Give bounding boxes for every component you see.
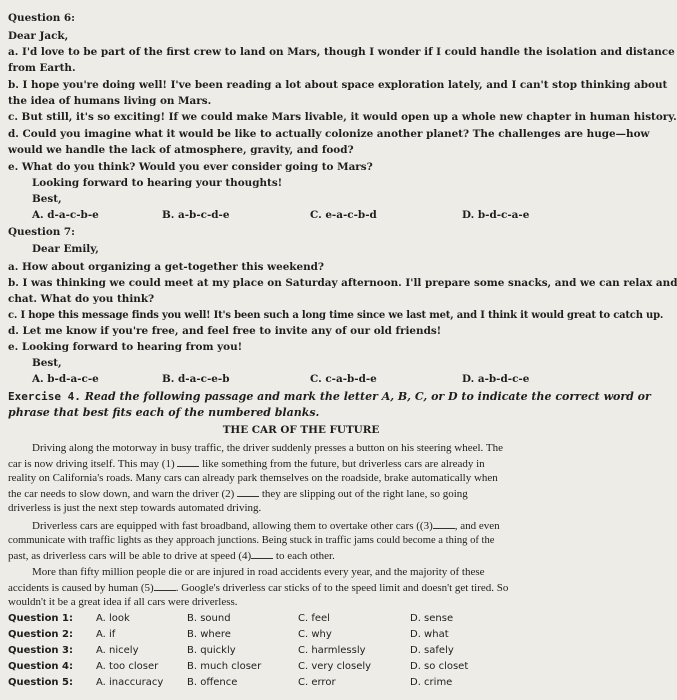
q5-option-d[interactable]: D. crime	[410, 677, 453, 688]
blank-3[interactable]	[433, 519, 455, 529]
blank-1[interactable]	[177, 457, 199, 467]
q7-option-d[interactable]: D. a-b-d-c-e	[462, 373, 530, 385]
q5-option-b[interactable]: B. offence	[187, 677, 238, 688]
q7-option-a[interactable]: A. b-d-a-c-e	[32, 373, 99, 385]
passage-title: THE CAR OF THE FUTURE	[222, 424, 380, 436]
q6-option-c[interactable]: C. e-a-c-b-d	[310, 209, 377, 221]
q1-option-d[interactable]: D. sense	[410, 613, 454, 624]
q7-closing-sign: Best,	[32, 357, 62, 369]
passage-text: past, as driverless cars will be able to drive at speed (4)	[8, 550, 252, 562]
question-6-title: Question 6:	[8, 12, 75, 24]
question-5-label: Question 5:	[8, 677, 73, 688]
q6-item-a: a. I'd love to be part of the first crew to land on Mars, though I wonder if I could handle the isolation and distance	[8, 46, 675, 58]
q7-option-b[interactable]: B. d-a-c-e-b	[162, 373, 230, 385]
blank-2[interactable]	[237, 487, 259, 497]
q6-closing-line: Looking forward to hearing your thoughts!	[32, 177, 283, 189]
q2-option-a[interactable]: A. if	[96, 629, 116, 640]
passage-line: communicate with traffic lights as they approach junctions. Being stuck in traffic jams could become a thing of the	[8, 535, 495, 546]
q6-closing-sign: Best,	[32, 193, 62, 205]
passage-line: More than fifty million people die or are injured in road accidents every year, and the majority of these	[32, 566, 485, 578]
question-3-label: Question 3:	[8, 645, 73, 656]
passage-line-blank-5	[8, 581, 610, 595]
q6-option-b[interactable]: B. a-b-c-d-e	[162, 209, 230, 221]
q7-item-b: b. I was thinking we could meet at my place on Saturday afternoon. I'll prepare some snacks, and we can relax and	[8, 277, 677, 289]
exercise-4-instruction-cont: phrase that best fits each of the numbered blanks.	[8, 406, 320, 419]
passage-text: Driverless cars are equipped with fast broadband, allowing them to overtake other cars ((3)	[32, 520, 433, 532]
question-2-label: Question 2:	[8, 629, 73, 640]
q3-option-d[interactable]: D. safely	[410, 645, 454, 656]
q4-option-b[interactable]: B. much closer	[187, 661, 262, 672]
q2-option-d[interactable]: D. what	[410, 629, 449, 640]
q1-option-b[interactable]: B. sound	[187, 613, 231, 624]
q7-option-c[interactable]: C. c-a-b-d-e	[310, 373, 377, 385]
q6-option-d[interactable]: D. b-d-c-a-e	[462, 209, 530, 221]
question-1-label: Question 1:	[8, 613, 73, 624]
q6-item-b: b. I hope you're doing well! I've been reading a lot about space exploration lately, and I can't stop thinking about	[8, 79, 668, 91]
q5-option-a[interactable]: A. inaccuracy	[96, 677, 164, 688]
passage-text: like something from the future, but driverless cars are already in	[199, 458, 485, 470]
q4-option-a[interactable]: A. too closer	[96, 661, 159, 672]
q6-item-d: d. Could you imagine what it would be like to actually colonize another planet? The challenges are huge—how	[8, 128, 650, 140]
passage-text: the car needs to slow down, and warn the driver (2)	[8, 488, 238, 500]
q6-item-a-cont: from Earth.	[8, 62, 76, 74]
passage-line: wouldn't it be a great idea if all cars were driverless.	[8, 596, 238, 608]
q2-option-b[interactable]: B. where	[187, 629, 231, 640]
q7-item-c: c. I hope this message finds you well! It's been such a long time since we last met, and I think it would great to catch up.	[8, 310, 664, 321]
q3-option-c[interactable]: C. harmlessly	[298, 645, 366, 656]
q1-option-a[interactable]: A. look	[96, 613, 130, 624]
q6-option-a[interactable]: A. d-a-c-b-e	[32, 209, 99, 221]
q7-greeting: Dear Emily,	[32, 243, 99, 255]
q5-option-c[interactable]: C. error	[298, 677, 336, 688]
q6-item-d-cont: would we handle the lack of atmosphere, gravity, and food?	[8, 144, 354, 156]
blank-4[interactable]	[251, 549, 273, 559]
question-4-label: Question 4:	[8, 661, 73, 672]
passage-text: to each other.	[273, 550, 335, 562]
exercise-4-label: Exercise 4.	[8, 390, 81, 403]
blank-5[interactable]	[154, 581, 176, 591]
q4-option-c[interactable]: C. very closely	[298, 661, 372, 672]
q7-item-d: d. Let me know if you're free, and feel free to invite any of our old friends!	[8, 325, 442, 337]
passage-line: driverless is just the next step towards automated driving.	[8, 502, 262, 514]
passage-line-blank-2	[8, 487, 610, 501]
q2-option-c[interactable]: C. why	[298, 629, 332, 640]
q7-item-e: e. Looking forward to hearing from you!	[8, 341, 243, 353]
q4-option-d[interactable]: D. so closet	[410, 661, 469, 672]
passage-text: . Google's driverless car sticks of to the speed limit and doesn't get tired. So	[175, 582, 509, 594]
q3-option-b[interactable]: B. quickly	[187, 645, 236, 656]
q1-option-c[interactable]: C. feel	[298, 613, 330, 624]
q7-item-b-cont: chat. What do you think?	[8, 293, 155, 305]
passage-line-blank-4	[8, 549, 610, 563]
q3-option-a[interactable]: A. nicely	[96, 645, 139, 656]
passage-line-blank-1	[8, 457, 610, 471]
passage-text: car is now driving itself. This may (1)	[8, 458, 178, 470]
exercise-4-instruction-text: Read the following passage and mark the letter A, B, C, or D to indicate the correct word or	[80, 390, 651, 403]
q6-greeting: Dear Jack,	[8, 30, 69, 42]
exercise-4-instruction	[8, 390, 651, 403]
q6-item-b-cont: the idea of humans living on Mars.	[8, 95, 212, 107]
passage-line-blank-3	[32, 519, 634, 533]
q6-item-e: e. What do you think? Would you ever consider going to Mars?	[8, 161, 373, 173]
passage-line: reality on California's roads. Many cars can already park themselves on the roadside, brake automatically when	[8, 472, 498, 484]
passage-text: accidents is caused by human (5)	[8, 582, 154, 594]
passage-text: they are slipping out of the right lane, so going	[259, 488, 468, 500]
q6-item-c: c. But still, it's so exciting! If we could make Mars livable, it would open up a whole new chapter in human history.	[8, 111, 677, 123]
passage-text: , and even	[454, 520, 500, 532]
passage-line: Driving along the motorway in busy traffic, the driver suddenly presses a button on his steering wheel. The	[32, 442, 503, 454]
q7-item-a: a. How about organizing a get-together this weekend?	[8, 261, 325, 273]
question-7-title: Question 7:	[8, 226, 75, 238]
